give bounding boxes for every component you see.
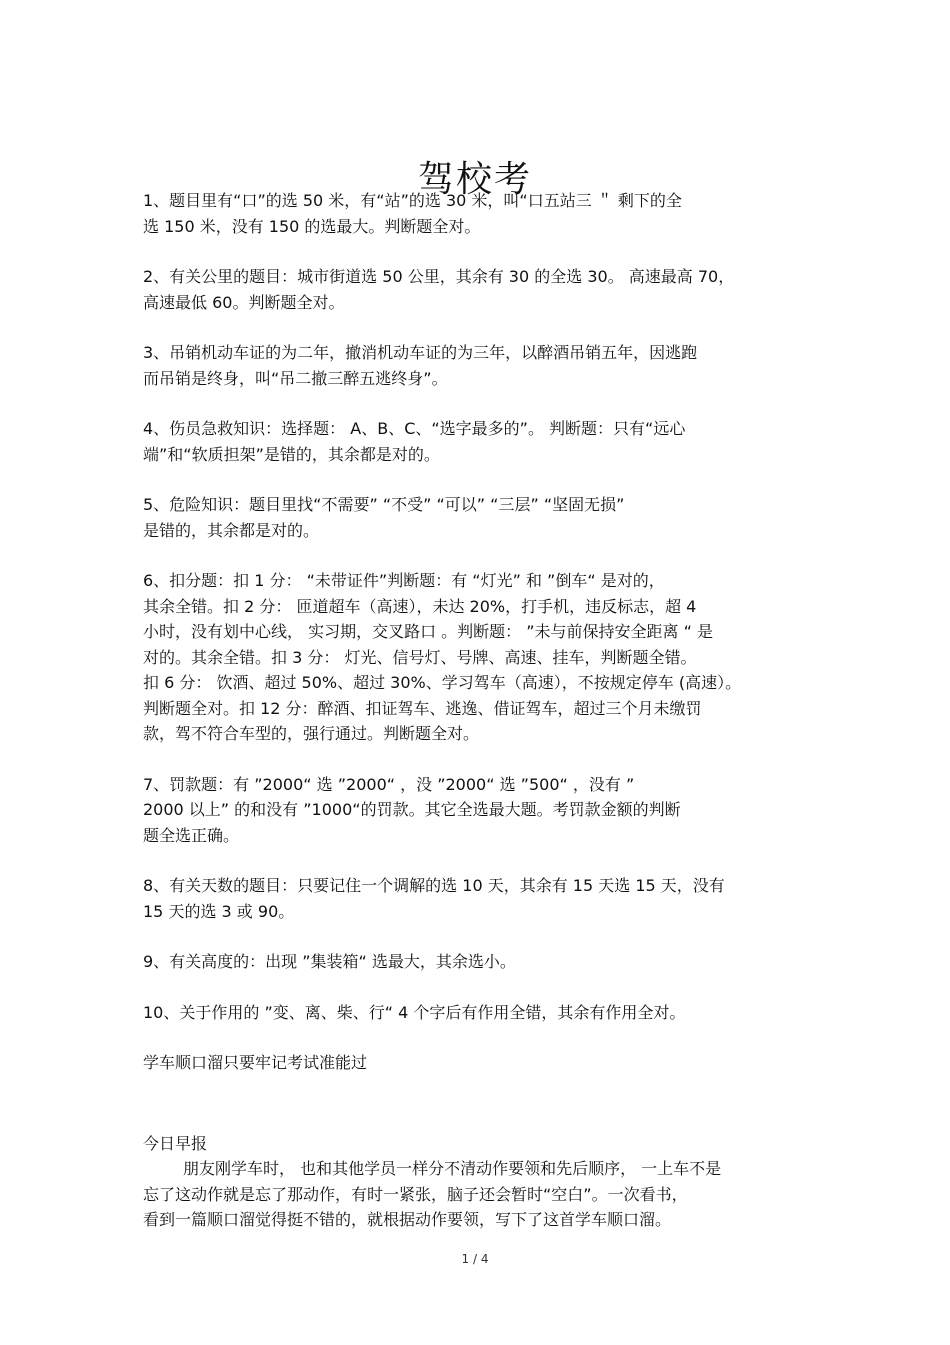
rule-line: 1、题目里有“口”的选 50 米，有“站”的选 30 米，叫“口五站三 ＂ 剩下的全 (143, 191, 682, 210)
rule-line: 5、危险知识：题目里找“不需要” “不受” “可以” “三层” “坚固无损” (143, 495, 625, 514)
rule-paragraph (143, 188, 808, 239)
rule-line: 4、伤员急救知识：选择题： A、B、C、“选字最多的”。 判断题：只有“远心 (143, 419, 686, 438)
rule-line: 2000 以上” 的和没有 ”1000“的罚款。其它全选最大题。考罚款金额的判断 (143, 800, 681, 819)
report-section (143, 1131, 808, 1233)
document-body (143, 188, 808, 1233)
rule-line: 9、有关高度的：出现 ”集装箱“ 选最大，其余选小。 (143, 952, 516, 971)
rule-line: 10、关于作用的 ”变、离、柴、行“ 4 个字后有作用全错，其余有作用全对。 (143, 1002, 686, 1022)
rule-line: 7、罚款题：有 ”2000“ 选 ”2000“ ，没 ”2000“ 选 ”500“ ，没有 ” (143, 774, 635, 794)
rule-line: 端”和“软质担架”是错的，其余都是对的。 (143, 444, 440, 464)
rule-paragraph (143, 340, 808, 391)
rule-line: 15 天的选 3 或 90。 (143, 901, 295, 921)
rule-paragraph (143, 568, 808, 747)
rule-paragraph (143, 492, 808, 543)
rule-line: 扣 6 分： 饮酒、超过 50%、超过 30%、学习驾车（高速），不按规定停车 (高速）。 (143, 673, 742, 692)
rule-line: 题全选正确。 (143, 825, 240, 845)
rule-line: 选 150 米，没有 150 的选最大。判断题全对。 (143, 216, 481, 236)
rule-line: 6、扣分题：扣 1 分： “未带证件”判断题：有 “灯光” 和 ”倒车“ 是对的， (143, 571, 665, 590)
report-line: 朋友刚学车时， 也和其他学员一样分不清动作要领和先后顺序， 一上车不是 (183, 1159, 722, 1178)
rule-line: 而吊销是终身，叫“吊二撤三醉五逃终身”。 (143, 368, 448, 388)
rule-line: 3、吊销机动车证的为二年，撤消机动车证的为三年，以醉酒吊销五年，因逃跑 (143, 343, 698, 362)
rule-paragraph (143, 949, 808, 975)
rule-line: 其余全错。扣 2 分： 匝道超车（高速），未达 20%，打手机，违反标志，超 4 (143, 596, 697, 616)
rule-line: 判断题全对。扣 12 分：醉酒、扣证驾车、逃逸、借证驾车，超过三个月未缴罚 (143, 698, 702, 718)
rule-paragraph (143, 1000, 808, 1026)
rule-paragraph (143, 772, 808, 849)
rule-line: 高速最低 60。判断题全对。 (143, 292, 345, 312)
rule-line: 是错的，其余都是对的。 (143, 520, 320, 540)
rule-line: 款，驾不符合车型的，强行通过。判断题全对。 (143, 724, 480, 743)
page-number: 1 / 4 (461, 1252, 489, 1266)
rule-paragraph (143, 416, 808, 467)
rule-paragraph (143, 264, 808, 315)
rule-paragraph (143, 873, 808, 924)
rule-line: 2、有关公里的题目：城市街道选 50 公里，其余有 30 的全选 30。 高速最高 70， (143, 267, 735, 286)
report-line: 忘了这动作就是忘了那动作，有时一紧张，脑子还会暂时“空白”。一次看书， (143, 1184, 688, 1204)
slogan: 学车顺口溜只要牢记考试准能过 (143, 1053, 368, 1072)
page-title: 驾校考 (417, 159, 532, 201)
report-line: 看到一篇顺口溜觉得挺不错的，就根据动作要领，写下了这首学车顺口溜。 (143, 1210, 672, 1229)
rule-line: 8、有关天数的题目：只要记住一个调解的选 10 天，其余有 15 天选 15 天，没有 (143, 876, 725, 895)
rule-line: 小时，没有划中心线， 实习期，交叉路口 。判断题： ”未与前保持安全距离 “ 是 (143, 622, 714, 641)
report-heading: 今日早报 (143, 1133, 208, 1153)
rules-list (143, 188, 808, 1025)
rule-line: 对的。其余全错。扣 3 分： 灯光、信号灯、号牌、高速、挂车，判断题全错。 (143, 647, 697, 667)
